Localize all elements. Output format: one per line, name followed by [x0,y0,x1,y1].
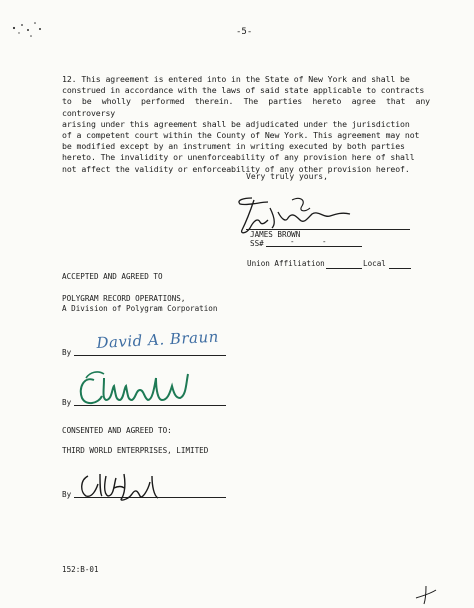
paragraph-line: arising under this agreement shall be adjudicated under the jurisdiction [62,118,410,129]
green-signature [76,366,206,412]
by-label: By [62,490,72,499]
by-label: By [62,348,72,357]
ss-label: SS# [250,239,264,248]
paragraph-line: to be wholly performed therein. The parties hereto agree that any controversy [62,96,430,118]
closing-salutation: Very truly yours, [246,172,328,181]
paragraph-line: of a competent court within the County of New York. This agreement may not [62,130,420,141]
accepted-division: A Division of Polygram Corporation [62,304,218,313]
ss-dash: - [322,237,327,246]
artist-name: JAMES BROWN [250,230,301,239]
local-label: Local [363,259,386,268]
third-world-signature [78,466,178,506]
local-line [389,268,411,269]
union-affiliation-label: Union Affiliation [247,259,325,268]
clause-12-paragraph [62,74,430,175]
paragraph-line: be modified except by an instrument in writing executed by both parties [62,141,405,152]
consented-heading: CONSENTED AND AGREED TO: [62,426,172,435]
ss-dash: - [290,237,295,246]
by-label: By [62,398,72,407]
accepted-company: POLYGRAM RECORD OPERATIONS, [62,294,186,303]
initials-mark [412,582,442,606]
paragraph-line: hereto. The invalidity or unenforceability of any provision here of shall [62,152,415,163]
signature-line [74,355,226,356]
paragraph-line: 12. This agreement is entered into in the State of New York and shall be [62,74,410,84]
accepted-heading: ACCEPTED AND AGREED TO [62,272,163,281]
footer-code: 152:B-01 [62,565,99,574]
union-affiliation-line [326,268,362,269]
ss-field-line [266,246,362,247]
paragraph-line: construed in accordance with the laws of said state applicable to contracts [62,85,425,96]
david-braun-signature: David A. Braun [96,327,220,352]
scan-artifact [10,14,50,44]
paragraph-line: not affect the validity or enforceability of any other provision hereof. [62,163,410,174]
page-number: -5- [236,27,253,37]
consented-company: THIRD WORLD ENTERPRISES, LIMITED [62,446,209,455]
